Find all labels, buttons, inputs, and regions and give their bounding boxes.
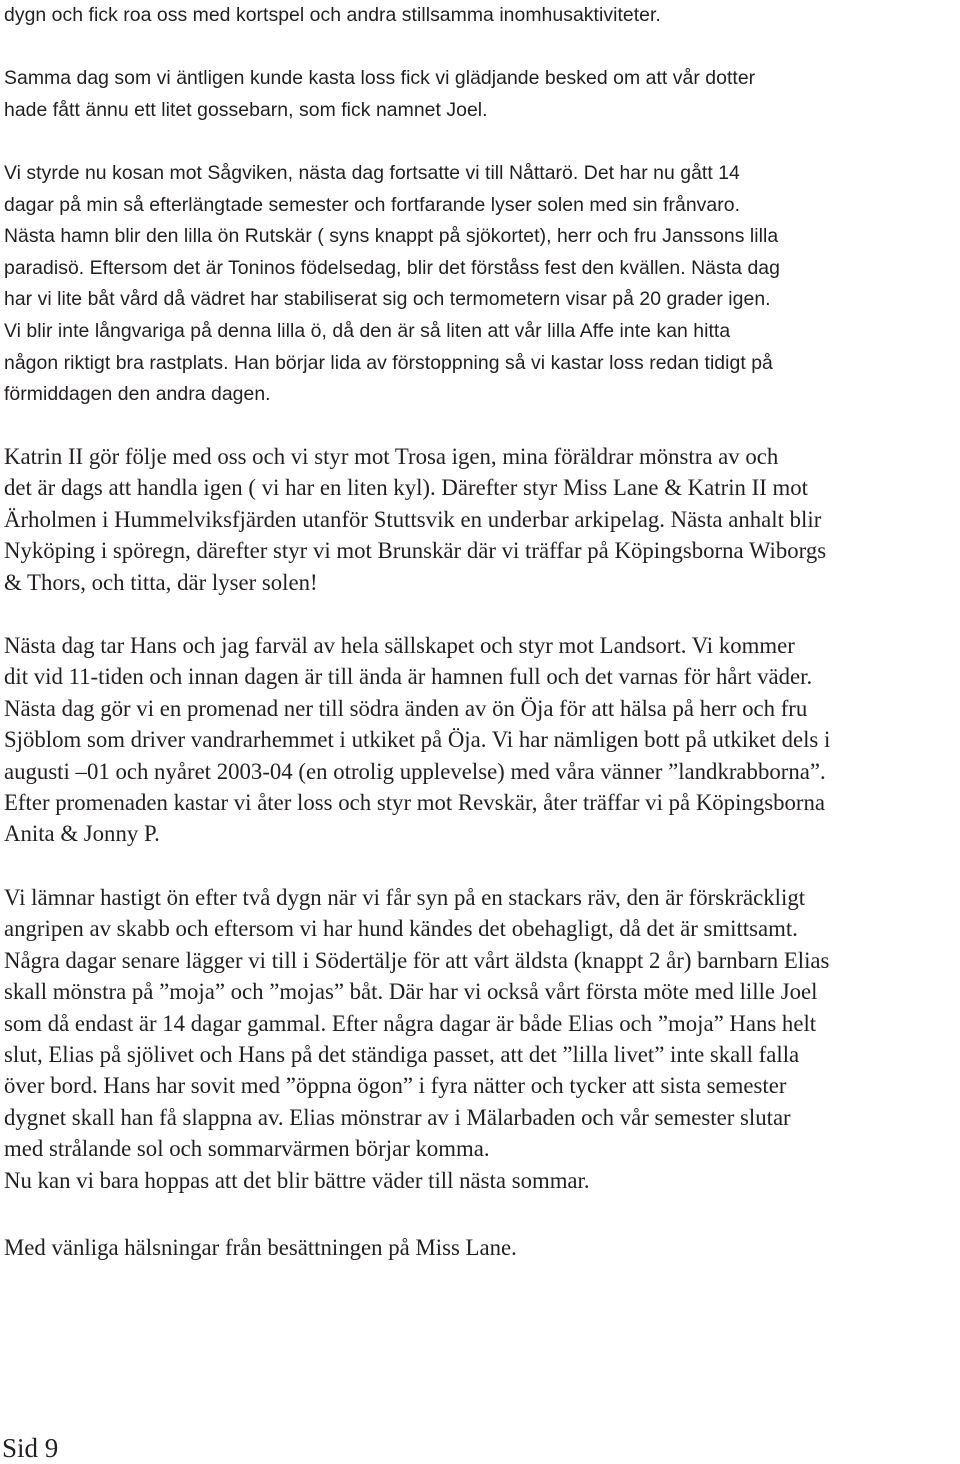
text-line: Nästa dag gör vi en promenad ner till södra änden av ön Öja för att hälsa på herr och fru [4, 695, 808, 721]
text-line: Vi lämnar hastigt ön efter två dygn när vi får syn på en stackars räv, den är förskräckligt [4, 885, 806, 910]
paragraph-katrin [4, 441, 826, 598]
text-line: förmiddagen den andra dagen. [4, 383, 271, 406]
paragraph-kortspel [4, 0, 780, 32]
text-line: dygnet skall han få slappna av. Elias mönstrar av i Mälarbaden och vår semester slutar [4, 1104, 791, 1130]
text-line: paradisö. Eftersom det är Toninos födelsedag, blir det förståss fest den kvällen. Nästa dag [4, 256, 780, 279]
text-line: dit vid 11-tiden och innan dagen är till ända är hamnen full och det varnas för hårt väder. [4, 664, 813, 690]
text-line: dagar på min så efterlängtade semester och fortfarande lyser solen med sin frånvaro. [4, 193, 741, 216]
text-line: slut, Elias på sjölivet och Hans på det ständiga passet, att det ”lilla livet” inte skall falla [4, 1042, 800, 1068]
text-line: Efter promenaden kastar vi åter loss och styr mot Revskär, åter träffar vi på Köpingsborna [4, 790, 825, 816]
text-line: Vi blir inte långvariga på denna lilla ö, då den är så liten att vår lilla Affe inte kan hitta [4, 319, 731, 342]
text-line: Katrin II gör följe med oss och vi styr mot Trosa igen, mina föräldrar mönstra av och [4, 444, 779, 469]
text-line: Nyköping i spöregn, därefter styr vi mot Brunskär där vi träffar på Köpingsborna Wiborgs [4, 538, 827, 564]
paragraph-landsort [4, 630, 830, 850]
text-line: angripen av skabb och eftersom vi har hund kändes det obehagligt, då det är smittsamt. [4, 916, 798, 942]
paragraph-joel [4, 63, 780, 126]
text-line: Nu kan vi bara hoppas att det blir bättre väder till nästa sommar. [4, 1167, 590, 1193]
text-line: & Thors, och titta, där lyser solen! [4, 569, 318, 595]
paragraph-greeting [4, 1232, 517, 1263]
greeting-line: Med vänliga hälsningar från besättningen på Miss Lane. [4, 1235, 517, 1260]
text-line: Nästa dag tar Hans och jag farväl av hela sällskapet och styr mot Landsort. Vi kommer [4, 633, 795, 658]
text-line: skall mönstra på ”moja” och ”mojas” båt. Där har vi också vårt första möte med lille Joel [4, 979, 818, 1005]
text-line: augusti –01 och nyåret 2003-04 (en otrolig upplevelse) med våra vänner ”landkrabborna”. [4, 758, 826, 784]
text-line: Några dagar senare lägger vi till i Södertälje för att vårt äldsta (knappt 2 år) barnbarn Elias [4, 947, 830, 973]
text-line: har vi lite båt vård då vädret har stabiliserat sig och termometern visar på 20 grader igen. [4, 288, 771, 311]
text-line: Sjöblom som driver vandrarhemmet i utkiket på Öja. Vi har nämligen bott på utkiket dels i [4, 727, 831, 753]
text-line: Ärholmen i Hummelviksfjärden utanför Stuttsvik en underbar arkipelag. Nästa anhalt blir [4, 506, 822, 532]
paragraph-sagviken [4, 158, 780, 411]
text-line: dygn och fick roa oss med kortspel och andra stillsamma inomhusaktiviteter. [4, 4, 661, 26]
paragraph-sodertalje [4, 882, 829, 1196]
text-line: det är dags att handla igen ( vi har en liten kyl). Därefter styr Miss Lane & Katrin II mot [4, 475, 808, 501]
text-line: någon riktigt bra rastplats. Han börjar lida av förstoppning så vi kastar loss redan tidigt på [4, 351, 773, 374]
text-line: Nästa hamn blir den lilla ön Rutskär ( syns knappt på sjökortet), herr och fru Janssons lilla [4, 225, 779, 248]
text-line: Anita & Jonny P. [4, 821, 160, 847]
sans-text-block [4, 0, 780, 411]
text-line: med strålande sol och sommarvärmen börjar komma. [4, 1136, 490, 1162]
text-line: hade fått ännu ett litet gossebarn, som fick namnet Joel. [4, 98, 488, 121]
page-number: Sid 9 [2, 1433, 59, 1463]
text-line: Vi styrde nu kosan mot Sågviken, nästa dag fortsatte vi till Nåttarö. Det har nu gått 14 [4, 161, 740, 184]
text-line: Samma dag som vi äntligen kunde kasta loss fick vi glädjande besked om att vår dotter [4, 67, 756, 90]
text-line: över bord. Hans har sovit med ”öppna ögon” i fyra nätter och tycker att sista semester [4, 1073, 787, 1099]
text-line: som då endast är 14 dagar gammal. Efter några dagar är både Elias och ”moja” Hans helt [4, 1010, 817, 1036]
